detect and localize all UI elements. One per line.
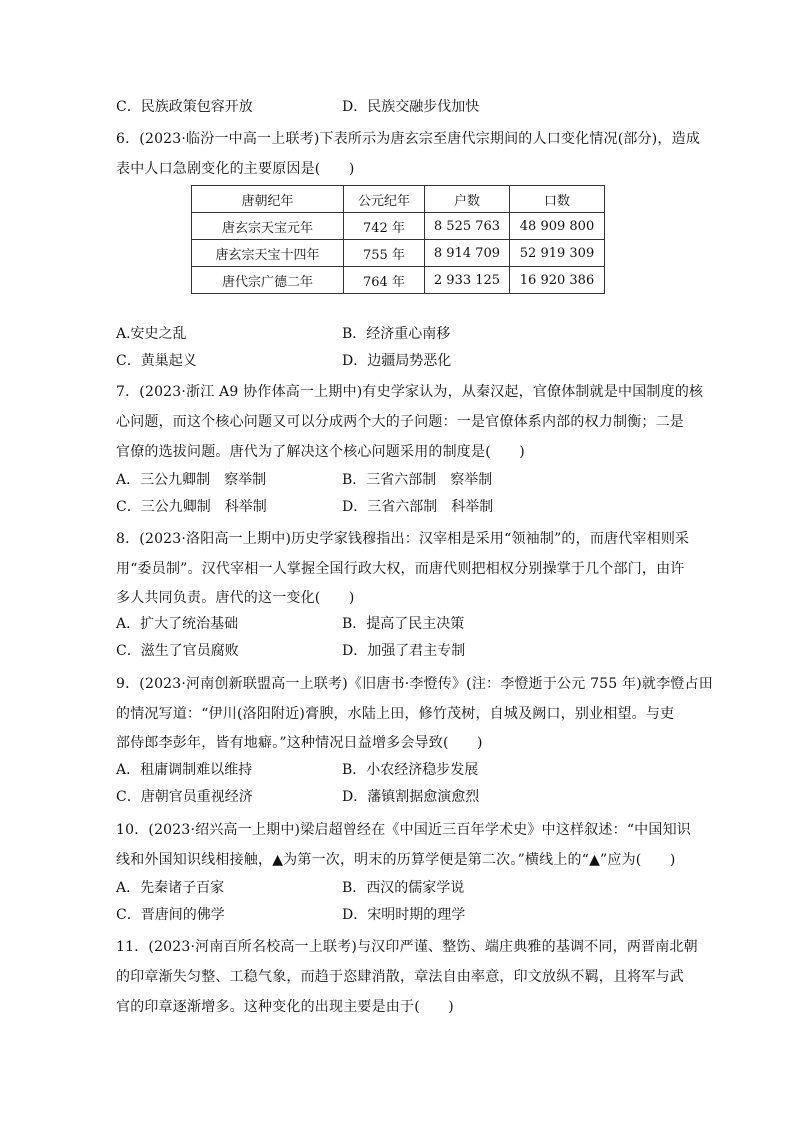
population-table [191,185,605,294]
q9-stem-line-1: 9．(2023·河南创新联盟高一上联考)《旧唐书·李憕传》(注：李憕逝于公元 755 年)就李憕占田 [116,676,713,692]
q10-option-c: C．晋唐间的佛学 [116,907,225,923]
table-cell: 唐玄宗天宝元年 [192,213,344,240]
q10-stem-line-1: 10．(2023·绍兴高一上期中)梁启超曾经在《中国近三百年学术史》中这样叙述：“中国知识 [116,822,691,838]
q9-option-d: D．藩镇割据愈演愈烈 [342,789,480,805]
table-header-cell: 公元纪年 [344,186,425,213]
q11-stem-line-3: 官的印章逐渐增多。这种变化的出现主要是由于( ) [116,999,454,1015]
q6-stem-line-2: 表中人口急剧变化的主要原因是( ) [116,161,355,177]
q9-stem-line-2: 的情况写道：“伊川(洛阳附近)膏腴，水陆上田，修竹茂树，自城及阙口，别业相望。与吏 [116,706,675,722]
q10-option-a: A．先秦诸子百家 [116,880,225,896]
q5-option-d: D．民族交融步伐加快 [342,99,480,115]
table-header-cell: 户数 [425,186,510,213]
q6-option-d: D．边疆局势恶化 [342,353,452,369]
table-cell: 764 年 [344,267,425,294]
q8-stem-line-2: 用“委员制”。汉代宰相一人掌握全国行政大权，而唐代则把相权分别操掌于几个部门，由许 [116,561,685,577]
table-cell: 唐代宗广德二年 [192,267,344,294]
table-cell: 8 525 763 [425,213,510,240]
q5-option-c: C．民族政策包容开放 [116,99,253,115]
q7-stem-line-1: 7．(2023·浙江 A9 协作体高一上期中)有史学家认为，从秦汉起，官僚体制就是中国制度的核 [116,384,704,400]
q8-option-a: A．扩大了统治基础 [116,616,239,632]
q11-stem-line-2: 的印章渐失匀整、工稳气象，而趋于恣肆消散，章法自由率意，印文放纵不羁，且将军与武 [116,969,684,985]
q8-option-c: C．滋生了官员腐败 [116,643,239,659]
table-cell: 8 914 709 [425,240,510,267]
table-cell: 16 920 386 [510,267,605,294]
q8-option-b: B．提高了民主决策 [342,616,465,632]
q9-stem-line-3: 部侍郎李彭年，皆有地癖。”这种情况日益增多会导致( ) [116,735,483,751]
table-row [192,267,605,294]
q6-option-b: B．经济重心南移 [342,326,451,342]
q8-stem-line-1: 8．(2023·洛阳高一上期中)历史学家钱穆指出：汉宰相是采用“领袖制”的，而唐代宰相则采 [116,531,690,547]
q7-option-d: D．三省六部制 科举制 [342,499,494,515]
q7-option-b: B．三省六部制 察举制 [342,472,493,488]
table-cell: 48 909 800 [510,213,605,240]
q10-option-d: D．宋明时期的理学 [342,907,466,923]
table-header-cell: 唐朝纪年 [192,186,344,213]
q7-option-c: C．三公九卿制 科举制 [116,499,267,515]
q6-option-a: A.安史之乱 [116,326,187,342]
q10-option-b: B．西汉的儒家学说 [342,880,465,896]
q7-stem-line-3: 官僚的选拔问题。唐代为了解决这个核心问题采用的制度是( ) [116,444,525,460]
table-header-cell: 口数 [510,186,605,213]
q9-option-c: C．唐朝官员重视经济 [116,789,253,805]
table-row [192,213,605,240]
table-cell: 2 933 125 [425,267,510,294]
q10-stem-line-2: 线和外国知识线相接触，▲为第一次，明末的历算学便是第二次。”横线上的“▲”应为( ) [116,852,676,868]
table-cell: 742 年 [344,213,425,240]
table-header-row [192,186,605,213]
table-cell: 52 919 309 [510,240,605,267]
q7-stem-line-2: 心问题，而这个核心问题又可以分成两个大的子问题：一是官僚体系内部的权力制衡；二是 [116,414,684,430]
q9-option-a: A．租庸调制难以维持 [116,762,253,778]
q8-option-d: D．加强了君主专制 [342,643,466,659]
q6-option-c: C．黄巢起义 [116,353,197,369]
table-cell: 755 年 [344,240,425,267]
q6-stem-line-1: 6．(2023·临汾一中高一上联考)下表所示为唐玄宗至唐代宗期间的人口变化情况(部分)，造成 [116,131,701,147]
table-row [192,240,605,267]
q8-stem-line-3: 多人共同负责。唐代的这一变化( ) [116,590,355,606]
q9-option-b: B．小农经济稳步发展 [342,762,479,778]
q7-option-a: A．三公九卿制 察举制 [116,472,267,488]
table-cell: 唐玄宗天宝十四年 [192,240,344,267]
q11-stem-line-1: 11．(2023·河南百所名校高一上联考)与汉印严谨、整饬、端庄典雅的基调不同，两晋南北朝 [116,939,698,955]
